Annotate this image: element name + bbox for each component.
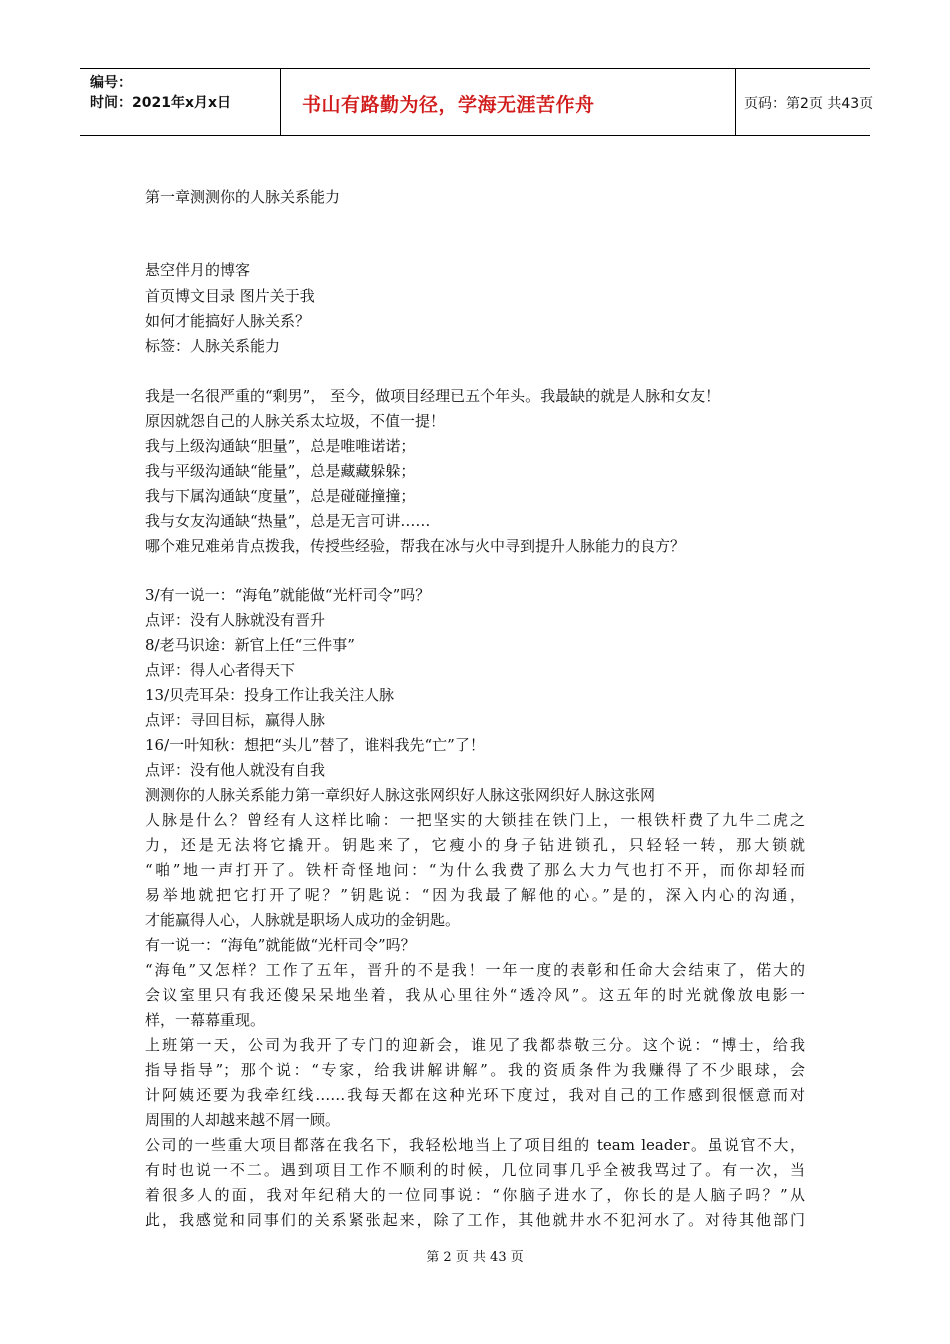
body-line: 公司的一些重大项目都落在我名下，我轻松地当上了项目组的 team leader。虽说官不大， [145,1136,805,1154]
intro-line: 原因就怨自己的人脉关系太垃圾，不值一提！ [145,412,446,430]
toc-line: 点评：没有他人就没有自我 [145,761,326,779]
body-line: 周围的人却越来越不屑一顾。 [145,1111,341,1129]
blog-nav: 首页博文目录 图片关于我 [145,287,315,305]
body-line: 着很多人的面，我对年纪稍大的一位同事说：“你脑子进水了，你长的是人脑子吗？”从 [145,1186,805,1204]
body-line: 计阿姨还要为我牵红线……我每天都在这种光环下度过，我对自己的工作感到很惬意而对 [145,1086,805,1104]
intro-line: 我与女友沟通缺“热量”，总是无言可讲…… [145,512,431,530]
header-page-cell [736,68,874,136]
header-motto: 书山有路勤为径，学海无涯苦作舟 [302,94,595,116]
toc-line: 点评：得人心者得天下 [145,661,296,679]
toc-line: 16/一叶知秋：想把“头儿”替了，谁料我先“亡”了！ [145,736,485,754]
toc-line: 8/老马识途：新官上任“三件事” [145,636,355,654]
doc-date-label: 时间：2021年x月x日 [90,95,232,111]
body-line: “啪”地一声打开了。铁杆奇怪地问：“为什么我费了那么大力气也打不开，而你却轻而 [145,861,805,879]
doc-number-label: 编号： [90,75,132,91]
body-line: 人脉是什么？曾经有人这样比喻：一把坚实的大锁挂在铁门上，一根铁杆费了九牛二虎之 [145,811,805,829]
intro-line: 我与平级沟通缺“能量”，总是藏藏躲躲； [145,462,416,480]
header-motto-cell [280,68,736,136]
intro-line: 哪个难兄难弟肯点拨我，传授些经验，帮我在冰与火中寻到提升人脉能力的良方？ [145,537,686,555]
page-footer: 第 2 页 共 43 页 [426,1250,524,1265]
chapter-title: 第一章测测你的人脉关系能力 [145,188,341,206]
header-page-info: 页码：第2页 共43页 [744,96,874,112]
body-line: 才能赢得人心，人脉就是职场人成功的金钥匙。 [145,911,461,929]
body-line: 力，还是无法将它撬开。钥匙来了，它瘦小的身子钻进锁孔，只轻轻一转，那大锁就 [145,836,805,854]
intro-line: 我是一名很严重的“剩男”， 至今，做项目经理已五个年头。我最缺的就是人脉和女友！ [145,387,721,405]
page-header [80,68,874,136]
body-line: 会议室里只有我还傻呆呆地坐着，我从心里往外“透冷风”。这五年的时光就像放电影一 [145,986,805,1004]
body-line: 指导指导”；那个说：“专家，给我讲解讲解”。我的资质条件为我赚得了不少眼球，会 [145,1061,805,1079]
toc-line: 点评：没有人脉就没有晋升 [145,611,326,629]
body-line: 样，一幕幕重现。 [145,1011,266,1029]
toc-line: 3/有一说一：“海龟”就能做“光杆司令”吗？ [145,586,431,604]
intro-line: 我与下属沟通缺“度量”，总是碰碰撞撞； [145,487,416,505]
blog-name: 悬空伴月的博客 [145,261,251,279]
intro-line: 我与上级沟通缺“胆量”，总是唯唯诺诺； [145,437,416,455]
toc-line: 13/贝壳耳朵：投身工作让我关注人脉 [145,686,395,704]
toc-line: 点评：寻回目标，赢得人脉 [145,711,326,729]
body-line: “海龟”又怎样？工作了五年，晋升的不是我！一年一度的表彰和任命大会结束了，偌大的 [145,961,805,979]
post-title: 如何才能搞好人脉关系？ [145,312,311,330]
body-line: 有一说一：“海龟”就能做“光杆司令”吗？ [145,936,416,954]
body-line: 上班第一天，公司为我开了专门的迎新会，谁见了我都恭敬三分。这个说：“博士，给我 [145,1036,805,1054]
body-line: 易举地就把它打开了呢？”钥匙说：“因为我最了解他的心。”是的，深入内心的沟通， [145,886,805,904]
toc-line: 测测你的人脉关系能力第一章织好人脉这张网织好人脉这张网织好人脉这张网 [145,786,656,804]
body-line: 有时也说一不二。遇到项目工作不顺利的时候，几位同事几乎全被我骂过了。有一次，当 [145,1161,805,1179]
body-line: 此，我感觉和同事们的关系紧张起来，除了工作，其他就井水不犯河水了。对待其他部门 [145,1211,805,1229]
header-left-cell [80,68,281,136]
post-tags: 标签：人脉关系能力 [145,337,281,355]
